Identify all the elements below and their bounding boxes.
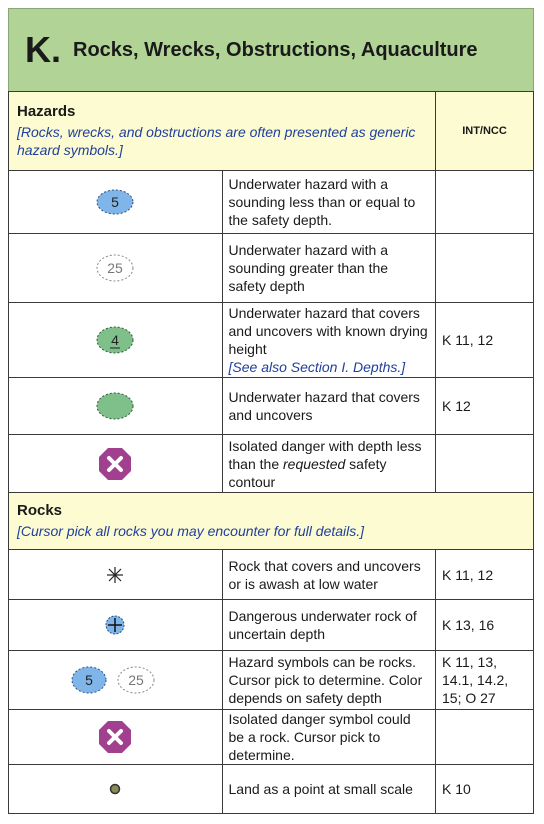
hazard-dotted-icon (95, 253, 135, 283)
hazard-blue-icon (95, 188, 135, 216)
rocks-section-title: Rocks (17, 502, 63, 519)
row-description: Underwater hazard with a sounding less than or equal to the safety depth. (222, 171, 436, 234)
row-description: Underwater hazard that covers and uncovers with known drying height (228, 305, 428, 357)
table-row (9, 378, 534, 435)
table-row (9, 710, 534, 765)
hazards-section-row (9, 92, 534, 171)
svg-text:25: 25 (128, 672, 145, 688)
rocks-section-note: [Cursor pick all rocks you may encounter for full details.] (17, 523, 365, 539)
hazards-section-note: [Rocks, wrecks, and obstructions are often presented as generic hazard symbols.] (17, 124, 416, 158)
row-description: Underwater hazard that covers and uncovers (222, 378, 436, 435)
table-row (9, 765, 534, 814)
hazard-green-plain-icon (95, 391, 135, 421)
row-description: Isolated danger with depth less than the requested safety contour (222, 435, 436, 493)
svg-text:5: 5 (85, 672, 94, 688)
row-description: Hazard symbols can be rocks. Cursor pick to determine. Color depends on safety depth (222, 651, 436, 710)
svg-text:4: 4 (111, 332, 120, 348)
table-row (9, 651, 534, 710)
row-reference (436, 234, 534, 303)
row-description: Rock that covers and uncovers or is awash at low water (222, 550, 436, 600)
row-description: Dangerous underwater rock of uncertain depth (222, 600, 436, 651)
hazard-pair-icon (70, 665, 160, 695)
table-row (9, 550, 534, 600)
row-description: Land as a point at small scale (222, 765, 436, 814)
svg-text:5: 5 (111, 194, 120, 210)
row-reference (436, 710, 534, 765)
row-reference: K 11, 13, 14.1, 14.2, 15; O 27 (436, 651, 534, 710)
svg-text:25: 25 (107, 260, 124, 276)
hazards-section-title: Hazards (17, 103, 76, 120)
row-note: [See also Section I. Depths.] (228, 359, 406, 375)
isolated-danger-icon (98, 447, 132, 481)
table-row (9, 171, 534, 234)
row-description: Underwater hazard with a sounding greater than the safety depth (222, 234, 436, 303)
dangerous-rock-icon (104, 614, 126, 636)
table-row (9, 435, 534, 493)
row-reference: K 13, 16 (436, 600, 534, 651)
rocks-section-row (9, 493, 534, 550)
row-reference: K 10 (436, 765, 534, 814)
row-reference: K 11, 12 (436, 303, 534, 378)
table-row (9, 234, 534, 303)
table-row (9, 600, 534, 651)
row-description: Isolated danger symbol could be a rock. Cursor pick to determine. (222, 710, 436, 765)
section-letter: K. (25, 29, 61, 70)
table-row (9, 303, 534, 378)
land-point-icon (108, 782, 122, 796)
rock-awash-icon (105, 565, 125, 585)
row-reference (436, 435, 534, 493)
section-title: Rocks, Wrecks, Obstructions, Aquaculture (73, 38, 478, 61)
row-reference (436, 171, 534, 234)
symbol-legend-sheet (8, 8, 534, 814)
int-ncc-column-label: INT/NCC (436, 92, 534, 171)
hazard-green-icon (95, 325, 135, 355)
row-reference: K 12 (436, 378, 534, 435)
isolated-danger-icon (98, 720, 132, 754)
section-header (8, 8, 534, 91)
row-reference: K 11, 12 (436, 550, 534, 600)
legend-table (8, 91, 534, 814)
